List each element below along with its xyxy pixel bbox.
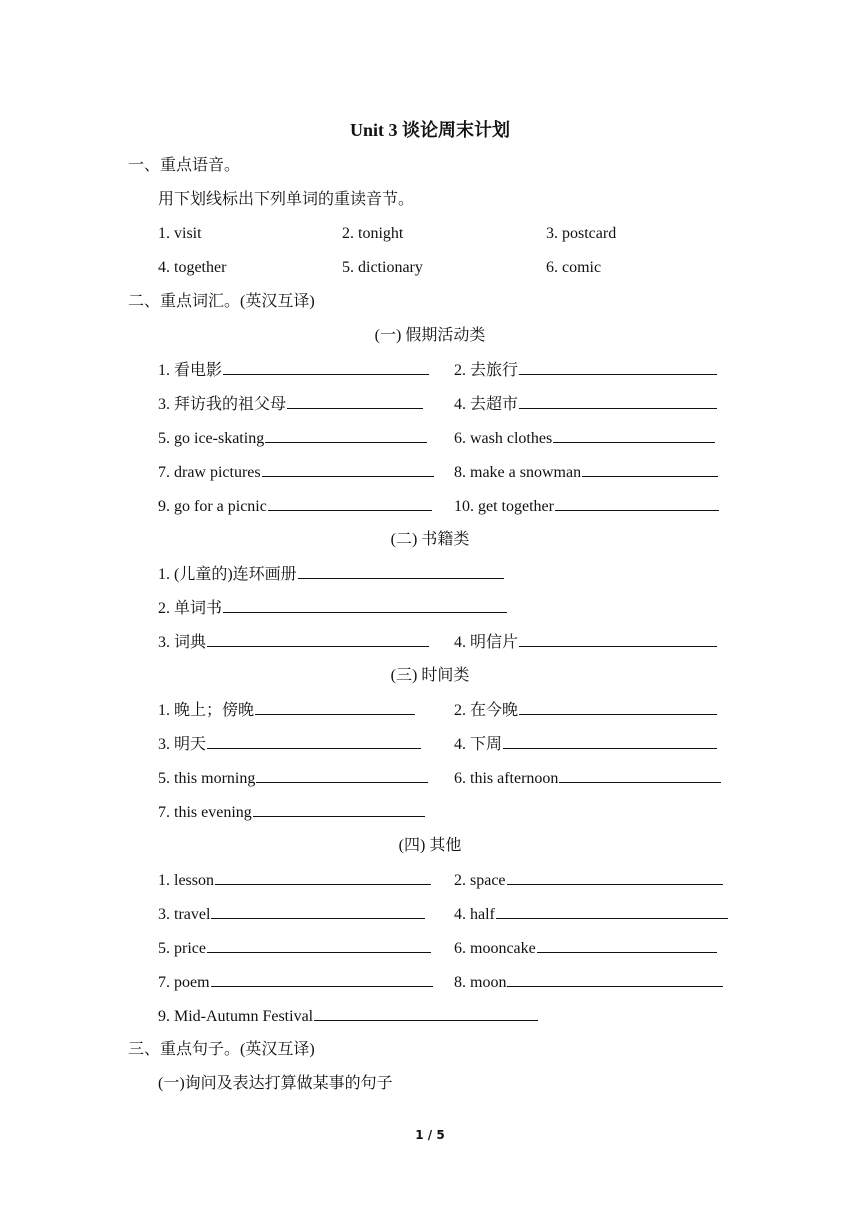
- vocab-item: 2. 在今晚: [454, 698, 717, 722]
- answer-blank[interactable]: [207, 936, 431, 953]
- vocab-item: 1. (儿童的)连环画册: [158, 562, 504, 586]
- vocab-item: 7. this evening: [158, 800, 425, 824]
- answer-blank[interactable]: [223, 596, 507, 613]
- vocab-item: 1. lesson: [158, 868, 431, 892]
- answer-blank[interactable]: [262, 460, 434, 477]
- vocab-item: 3. 明天: [158, 732, 421, 756]
- vocab-item: 5. price: [158, 936, 431, 960]
- vocab-item: 3. travel: [158, 902, 425, 926]
- word-item: 6. comic: [546, 259, 602, 276]
- vocab-item: 9. go for a picnic: [158, 494, 432, 518]
- word-item: 3. postcard: [546, 225, 617, 242]
- vocab-item: 3. 拜访我的祖父母: [158, 392, 423, 416]
- vocab-item: 9. Mid-Autumn Festival: [158, 1004, 538, 1028]
- answer-blank[interactable]: [582, 460, 718, 477]
- answer-blank[interactable]: [207, 630, 429, 647]
- section-2-heading: 二、重点词汇。(英汉互译): [128, 293, 315, 310]
- vocab-item: 6. mooncake: [454, 936, 717, 960]
- section-1-instruction: 用下划线标出下列单词的重读音节。: [158, 191, 415, 208]
- group-3-title: (三) 时间类: [390, 667, 470, 684]
- answer-blank[interactable]: [537, 936, 717, 953]
- section-3-heading: 三、重点句子。(英汉互译): [128, 1041, 315, 1058]
- answer-blank[interactable]: [287, 392, 423, 409]
- answer-blank[interactable]: [215, 868, 431, 885]
- answer-blank[interactable]: [555, 494, 719, 511]
- page-title: Unit 3 谈论周末计划: [349, 120, 510, 140]
- vocab-item: 5. go ice-skating: [158, 426, 427, 450]
- vocab-item: 3. 词典: [158, 630, 429, 654]
- answer-blank[interactable]: [268, 494, 432, 511]
- section-1-heading: 一、重点语音。: [128, 157, 241, 174]
- answer-blank[interactable]: [314, 1004, 538, 1021]
- vocab-item: 1. 看电影: [158, 358, 429, 382]
- answer-blank[interactable]: [211, 902, 425, 919]
- vocab-item: 8. moon: [454, 970, 723, 994]
- vocab-item: 6. this afternoon: [454, 766, 721, 790]
- group-4-title: (四) 其他: [398, 837, 462, 854]
- answer-blank[interactable]: [507, 970, 723, 987]
- vocab-item: 7. draw pictures: [158, 460, 434, 484]
- vocab-item: 8. make a snowman: [454, 460, 718, 484]
- group-2-title: (二) 书籍类: [390, 531, 470, 548]
- page-number: 1 / 5: [415, 1128, 445, 1142]
- answer-blank[interactable]: [496, 902, 728, 919]
- vocab-item: 2. 去旅行: [454, 358, 717, 382]
- answer-blank[interactable]: [553, 426, 715, 443]
- answer-blank[interactable]: [298, 562, 504, 579]
- vocab-item: 2. 单词书: [158, 596, 507, 620]
- answer-blank[interactable]: [253, 800, 425, 817]
- answer-blank[interactable]: [559, 766, 721, 783]
- section-3-subheading: (一)询问及表达打算做某事的句子: [158, 1075, 393, 1092]
- word-item: 2. tonight: [342, 225, 404, 242]
- answer-blank[interactable]: [519, 630, 717, 647]
- vocab-item: 4. 明信片: [454, 630, 717, 654]
- vocab-item: 4. 下周: [454, 732, 717, 756]
- answer-blank[interactable]: [519, 698, 717, 715]
- vocab-item: 4. half: [454, 902, 728, 926]
- word-item: 4. together: [158, 259, 227, 276]
- vocab-item: 10. get together: [454, 494, 719, 518]
- answer-blank[interactable]: [207, 732, 421, 749]
- answer-blank[interactable]: [256, 766, 428, 783]
- vocab-item: 7. poem: [158, 970, 433, 994]
- vocab-item: 6. wash clothes: [454, 426, 715, 450]
- answer-blank[interactable]: [519, 392, 717, 409]
- vocab-item: 2. space: [454, 868, 723, 892]
- vocab-item: 1. 晚上；傍晚: [158, 698, 415, 722]
- answer-blank[interactable]: [519, 358, 717, 375]
- answer-blank[interactable]: [265, 426, 427, 443]
- answer-blank[interactable]: [211, 970, 433, 987]
- vocab-item: 5. this morning: [158, 766, 428, 790]
- answer-blank[interactable]: [223, 358, 429, 375]
- word-item: 5. dictionary: [342, 259, 423, 276]
- word-item: 1. visit: [158, 225, 202, 242]
- group-1-title: (一) 假期活动类: [374, 327, 486, 344]
- vocab-item: 4. 去超市: [454, 392, 717, 416]
- answer-blank[interactable]: [255, 698, 415, 715]
- answer-blank[interactable]: [507, 868, 723, 885]
- answer-blank[interactable]: [503, 732, 717, 749]
